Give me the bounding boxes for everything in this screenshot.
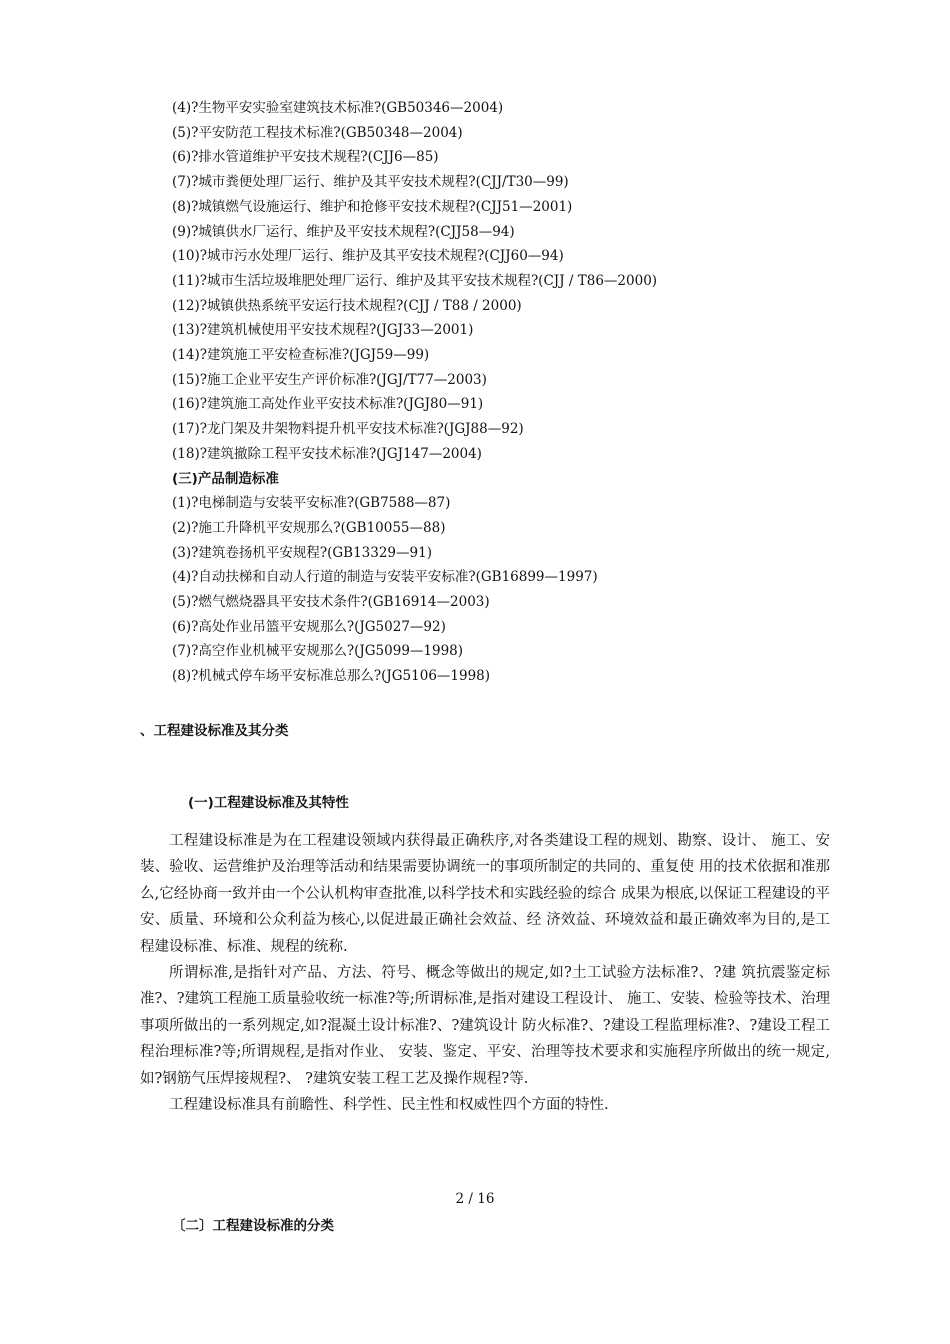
paragraph: 工程建设标准具有前瞻性、科学性、民主性和权威性四个方面的特性. [169, 1097, 609, 1114]
body-text [140, 828, 830, 1118]
list-item: (17)?龙门架及井架物料提升机平安技术标准?(JGJ88—92) [172, 421, 524, 438]
list-item: (4)?生物平安实验室建筑技术标准?(GB50346—2004) [172, 100, 504, 116]
list-item: (6)?排水管道维护平安技术规程?(CJJ6—85) [172, 149, 439, 166]
subsection-title: 〔二〕工程建设标准的分类 [172, 1218, 334, 1234]
list-item: (10)?城市污水处理厂运行、维护及其平安技术规程?(CJJ60—94) [172, 248, 564, 265]
list-item: (13)?建筑机械使用平安技术规程?(JGJ33—2001) [172, 322, 474, 339]
section-title: 、工程建设标准及其分类 [140, 723, 289, 739]
list-item: (16)?建筑施工高处作业平安技术标准?(JGJ80—91) [172, 396, 484, 413]
list-item: (1)?电梯制造与安装平安标准?(GB7588—87) [172, 495, 451, 512]
paragraph: 所谓标准,是指针对产品、方法、符号、概念等做出的规定,如?土工试验方法标准?、?建 筑抗震鉴定标准?、?建筑工程施工质量验收统一标准?等;所谓标准,是指对建设工程设计、 施工、安装、检验等技术、治理事项所做出的一系列规定,如?混凝土设计标准?、?建筑设计 防火标准?、?建设工程监理标准?、?建设工程工程治理标准?等;所谓规程,是指对作业、 安装、鉴定、平安、治理等技术要求和实施程序所做出的统一规定,如?钢筋气压焊接规程?、 ?建筑安装工程工艺及操作规程?等. [140, 965, 830, 1087]
list-item: (7)?城市粪便处理厂运行、维护及其平安技术规程?(CJJ/T30—99) [172, 174, 569, 191]
list-item: (6)?高处作业吊篮平安规那么?(JG5027—92) [172, 618, 446, 635]
list-item: (5)?燃气燃烧器具平安技术条件?(GB16914—2003) [172, 594, 490, 611]
list-item: (7)?高空作业机械平安规那么?(JG5099—1998) [172, 643, 464, 660]
paragraph: 工程建设标准是为在工程建设领域内获得最正确秩序,对各类建设工程的规划、勘察、设计、 施工、安装、验收、运营维护及治理等活动和结果需要协调统一的事项所制定的共同的、重复使 用的技术依据和准那么,它经协商一致并由一个公认机构审查批准,以科学技术和实践经验的综合 成果为根底,以保证工程建设的平安、质量、环境和公众利益为核心,以促进最正确社会效益、经 济效益、环境效益和最正确效率为目的,是工程建设标准、标准、规程的统称. [140, 833, 830, 955]
product-standards-heading: (三)产品制造标准 [172, 470, 279, 487]
page-number: 2 / 16 [455, 1191, 495, 1207]
subsection-title: (一)工程建设标准及其特性 [188, 795, 349, 811]
list-item: (11)?城市生活垃圾堆肥处理厂运行、维护及其平安技术规程?(CJJ / T86—2000) [172, 272, 658, 289]
list-item: (3)?建筑卷扬机平安规程?(GB13329—91) [172, 544, 432, 561]
list-item: (14)?建筑施工平安检查标准?(JGJ59—99) [172, 347, 430, 364]
list-item: (15)?施工企业平安生产评价标准?(JGJ/T77—2003) [172, 371, 487, 388]
list-item: (8)?城镇燃气设施运行、维护和抢修平安技术规程?(CJJ51—2001) [172, 198, 573, 215]
list-item: (18)?建筑撤除工程平安技术标准?(JGJ147—2004) [172, 445, 482, 462]
list-item: (2)?施工升降机平安规那么?(GB10055—88) [172, 519, 446, 536]
list-item: (12)?城镇供热系统平安运行技术规程?(CJJ / T88 / 2000) [172, 297, 522, 314]
list-item: (9)?城镇供水厂运行、维护及平安技术规程?(CJJ58—94) [172, 223, 515, 240]
standards-list [172, 96, 892, 689]
list-item: (4)?自动扶梯和自动人行道的制造与安装平安标准?(GB16899—1997) [172, 569, 598, 586]
list-item: (8)?机械式停车场平安标准总那么?(JG5106—1998) [172, 668, 491, 685]
list-item: (5)?平安防范工程技术标准?(GB50348—2004) [172, 124, 463, 141]
